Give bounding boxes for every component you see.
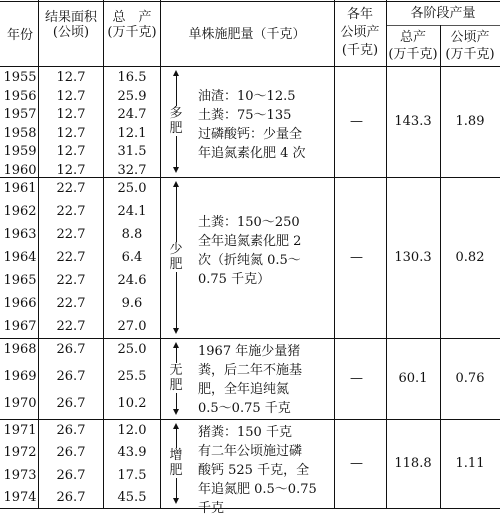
row-year: 1960 [3, 162, 37, 178]
arrow-down-head [173, 409, 179, 415]
row-year: 1956 [3, 88, 37, 104]
col-divider-1 [38, 0, 39, 509]
per-ha-each-value: — [350, 113, 363, 129]
row-area: 26.7 [56, 445, 86, 461]
rule-group2-bottom [0, 338, 500, 339]
arrow-down-head [173, 328, 179, 334]
header-area: 结果面积 (公顷) [44, 10, 97, 40]
row-year: 1959 [3, 144, 37, 159]
row-year: 1965 [3, 273, 37, 288]
stage-per-ha-value: 0.82 [455, 249, 485, 265]
row-area: 22.7 [56, 296, 86, 311]
rule-group3-bottom [0, 419, 500, 420]
row-total: 12.1 [117, 125, 147, 141]
row-total: 25.0 [117, 342, 147, 357]
row-area: 26.7 [56, 342, 86, 357]
header-fertilizer: 单株施肥量（千克） [188, 27, 306, 42]
row-area: 22.7 [56, 273, 86, 288]
arrow-up-head [173, 181, 179, 187]
rule-header-bottom [0, 66, 500, 67]
row-area: 12.7 [56, 107, 86, 122]
row-area: 12.7 [56, 88, 86, 104]
row-year: 1967 [3, 319, 37, 334]
row-year: 1966 [3, 296, 37, 311]
per-ha-each-value: — [350, 455, 363, 471]
row-total: 43.9 [117, 445, 147, 461]
header-total: 总 产 (万千克) [107, 10, 157, 40]
header-per-ha-each: 各年 公顷产 (千克) [340, 7, 380, 58]
group-label: 多 肥 [169, 105, 183, 136]
row-total: 24.7 [117, 107, 147, 122]
row-area: 26.7 [56, 489, 86, 505]
row-total: 45.5 [117, 489, 147, 505]
row-year: 1968 [3, 342, 37, 357]
row-total: 32.7 [117, 162, 147, 178]
arrow-down-head [173, 167, 179, 173]
row-area: 22.7 [56, 181, 86, 196]
fertilizer-description: 土粪：150～250 全年追氮素化肥 2 次（折纯氮 0.5～ 0.75 千克） [198, 215, 302, 287]
arrow-down-head [173, 498, 179, 504]
row-year: 1970 [3, 396, 37, 411]
row-year: 1971 [3, 423, 37, 438]
row-area: 26.7 [56, 396, 86, 411]
row-total: 31.5 [117, 144, 147, 159]
arrow-up-head [173, 423, 179, 429]
row-year: 1972 [3, 445, 37, 461]
row-total: 9.6 [121, 296, 143, 311]
row-area: 22.7 [56, 204, 86, 219]
per-ha-each-value: — [350, 249, 363, 265]
row-area: 22.7 [56, 319, 86, 334]
row-year: 1963 [3, 227, 37, 242]
row-total: 17.5 [117, 467, 147, 483]
stage-per-ha-value: 0.76 [455, 370, 485, 386]
row-area: 26.7 [56, 369, 86, 384]
fertilizer-description: 猪粪：150 千克 有二年公顷施过磷 酸钙 525 千克，全 年追氮肥 0.5～0.75 千克 [198, 425, 317, 516]
row-area: 26.7 [56, 423, 86, 438]
row-total: 25.0 [117, 181, 147, 196]
stage-per-ha-value: 1.89 [455, 113, 485, 129]
stage-total-value: 118.8 [394, 455, 432, 471]
row-total: 8.8 [121, 227, 143, 242]
row-area: 26.7 [56, 467, 86, 483]
row-total: 25.5 [117, 369, 147, 384]
row-total: 10.2 [117, 396, 147, 411]
group-label: 增 肥 [169, 447, 183, 478]
row-total: 27.0 [117, 319, 147, 334]
row-year: 1964 [3, 250, 37, 265]
stage-per-ha-value: 1.11 [455, 455, 485, 471]
row-area: 22.7 [56, 250, 86, 265]
fertilizer-description: 油渣：10～12.5 土粪：75～135 过磷酸钙：少量全 年追氮素化肥 4 次 [198, 89, 306, 161]
col-divider-4 [334, 0, 335, 509]
col-divider-3 [160, 0, 161, 509]
rule-top [0, 1, 500, 2]
header-stage: 各阶段产量 [410, 6, 476, 21]
header-stage-total: 总产 (万千克) [388, 30, 438, 62]
row-year: 1957 [3, 107, 37, 122]
row-year: 1961 [3, 181, 37, 196]
stage-total-value: 143.3 [394, 113, 432, 129]
fertilizer-description: 1967 年施少量猪 粪，后二年不施基 肥，全年追纯氮 0.5～0.75 千克 [198, 344, 303, 416]
per-ha-each-value: — [350, 370, 363, 386]
stage-total-value: 130.3 [394, 249, 432, 265]
group-label: 无 肥 [169, 362, 183, 393]
row-total: 25.9 [117, 88, 147, 104]
col-divider-6 [440, 25, 441, 509]
header-stage-per-ha: 公顷产 (万千克) [445, 30, 495, 62]
row-total: 24.1 [117, 204, 147, 219]
row-area: 22.7 [56, 227, 86, 242]
row-year: 1969 [3, 369, 37, 384]
row-total: 24.6 [117, 273, 147, 288]
row-year: 1974 [3, 489, 37, 505]
row-total: 6.4 [121, 250, 143, 265]
rule-stage-header [386, 25, 500, 26]
row-year: 1958 [3, 125, 37, 141]
row-area: 12.7 [56, 144, 86, 159]
header-year: 年份 [6, 28, 33, 43]
stage-total-value: 60.1 [398, 370, 428, 386]
arrow-up-head [173, 70, 179, 76]
row-total: 16.5 [117, 70, 147, 85]
row-total: 12.0 [117, 423, 147, 438]
arrow-up-head [173, 342, 179, 348]
row-year: 1955 [3, 70, 37, 85]
row-area: 12.7 [56, 125, 86, 141]
group-label: 少 肥 [169, 241, 183, 272]
row-area: 12.7 [56, 70, 86, 85]
row-year: 1962 [3, 204, 37, 219]
row-area: 12.7 [56, 162, 86, 178]
row-year: 1973 [3, 467, 37, 483]
